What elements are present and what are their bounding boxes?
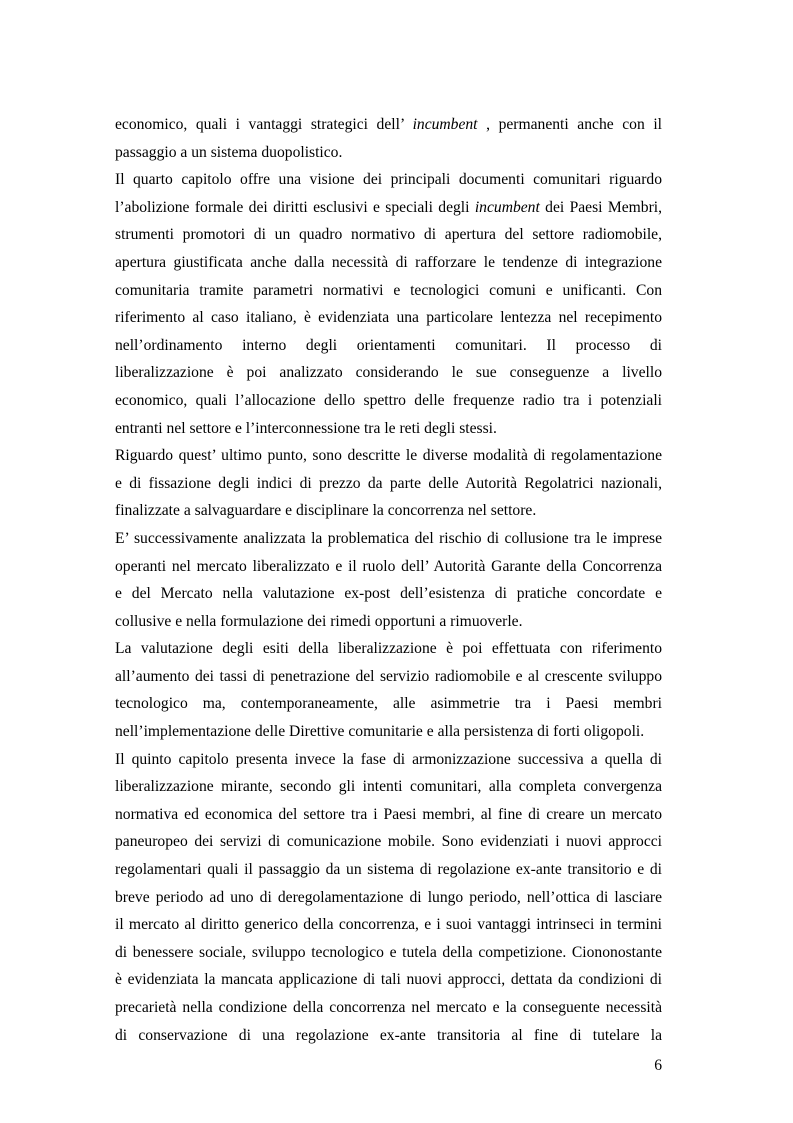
- page-number: 6: [654, 1057, 662, 1074]
- text-line: economico, quali i vantaggi strategici dell’ incumbent , permanenti anche con il: [115, 116, 662, 133]
- text-line: comunitaria tramite parametri normativi e tecnologici comuni e unificanti. Con: [115, 281, 662, 299]
- italic-term: incumbent: [474, 198, 540, 216]
- text-line: entranti nel settore e l’interconnessione tra le reti degli stessi.: [115, 419, 497, 437]
- text-line: finalizzate a salvaguardare e disciplinare la concorrenza nel settore.: [115, 502, 537, 520]
- text-line: e di fissazione degli indici di prezzo da parte delle Autorità Regolatrici nazionali,: [115, 474, 662, 492]
- text-line: è evidenziata la mancata applicazione di tali nuovi approcci, dettata da condizioni di: [115, 971, 662, 989]
- text-line: E’ successivamente analizzata la problematica del rischio di collusione tra le imprese: [115, 529, 662, 547]
- text-line: precarietà nella condizione della concorrenza nel mercato e la conseguente necessità: [115, 999, 662, 1016]
- text-line: breve periodo ad uno di deregolamentazione di lungo periodo, nell’ottica di lasciare: [115, 888, 662, 906]
- text-line: nell’implementazione delle Direttive comunitarie e alla persistenza di forti oligopoli.: [115, 723, 645, 741]
- text-line: l’abolizione formale dei diritti esclusivi e speciali degli incumbent dei Paesi Membri,: [115, 198, 662, 216]
- paragraph: [115, 166, 662, 442]
- text-line: il mercato al diritto generico della concorrenza, e i suoi vantaggi intrinseci in termini: [115, 916, 662, 934]
- paragraph: [115, 746, 662, 1050]
- text-line: apertura giustificata anche dalla necessità di rafforzare le tendenze di integrazione: [115, 253, 662, 271]
- text-line: Riguardo quest’ ultimo punto, sono descritte le diverse modalità di regolamentazione: [115, 447, 662, 465]
- paragraph: [115, 111, 662, 166]
- text-line: paneuropeo dei servizi di comunicazione mobile. Sono evidenziati i nuovi approcci: [115, 833, 662, 851]
- text-line: tecnologico ma, contemporaneamente, alle asimmetrie tra i Paesi membri: [115, 695, 662, 713]
- paragraph: [115, 442, 662, 525]
- paragraph: [115, 525, 662, 635]
- text-line: di benessere sociale, sviluppo tecnologico e tutela della competizione. Ciononostante: [115, 943, 662, 961]
- text-line: di conservazione di una regolazione ex-ante transitoria al fine di tutelare la: [115, 1026, 662, 1044]
- text-line: liberalizzazione è poi analizzato considerando le sue conseguenze a livello: [115, 364, 662, 382]
- text-line: La valutazione degli esiti della liberalizzazione è poi effettuata con riferimento: [115, 640, 662, 658]
- text-line: Il quinto capitolo presenta invece la fase di armonizzazione successiva a quella di: [115, 750, 662, 768]
- text-line: normativa ed economica del settore tra i Paesi membri, al fine di creare un mercato: [115, 805, 662, 823]
- text-line: operanti nel mercato liberalizzato e il ruolo dell’ Autorità Garante della Concorrenza: [115, 557, 662, 575]
- text-line: collusive e nella formulazione dei rimedi opportuni a rimuoverle.: [115, 612, 523, 630]
- text-line: strumenti promotori di un quadro normativo di apertura del settore radiomobile,: [115, 226, 662, 244]
- body-text: [115, 111, 662, 1049]
- text-line: liberalizzazione mirante, secondo gli intenti comunitari, alla completa convergenza: [115, 778, 662, 796]
- italic-term: incumbent: [412, 116, 478, 133]
- text-line: e del Mercato nella valutazione ex-post dell’esistenza di pratiche concordate e: [115, 585, 662, 603]
- text-line: economico, quali l’allocazione dello spettro delle frequenze radio tra i potenziali: [115, 391, 662, 409]
- text-line: passaggio a un sistema duopolistico.: [115, 143, 343, 161]
- text-line: all’aumento dei tassi di penetrazione del servizio radiomobile e al crescente sviluppo: [115, 667, 662, 685]
- text-line: riferimento al caso italiano, è evidenziata una particolare lentezza nel recepimento: [115, 309, 662, 327]
- text-line: nell’ordinamento interno degli orientamenti comunitari. Il processo di: [115, 336, 662, 354]
- text-line: Il quarto capitolo offre una visione dei principali documenti comunitari riguardo: [115, 171, 662, 189]
- text-line: regolamentari quali il passaggio da un sistema di regolazione ex-ante transitorio e di: [115, 861, 662, 879]
- paragraph: [115, 635, 662, 745]
